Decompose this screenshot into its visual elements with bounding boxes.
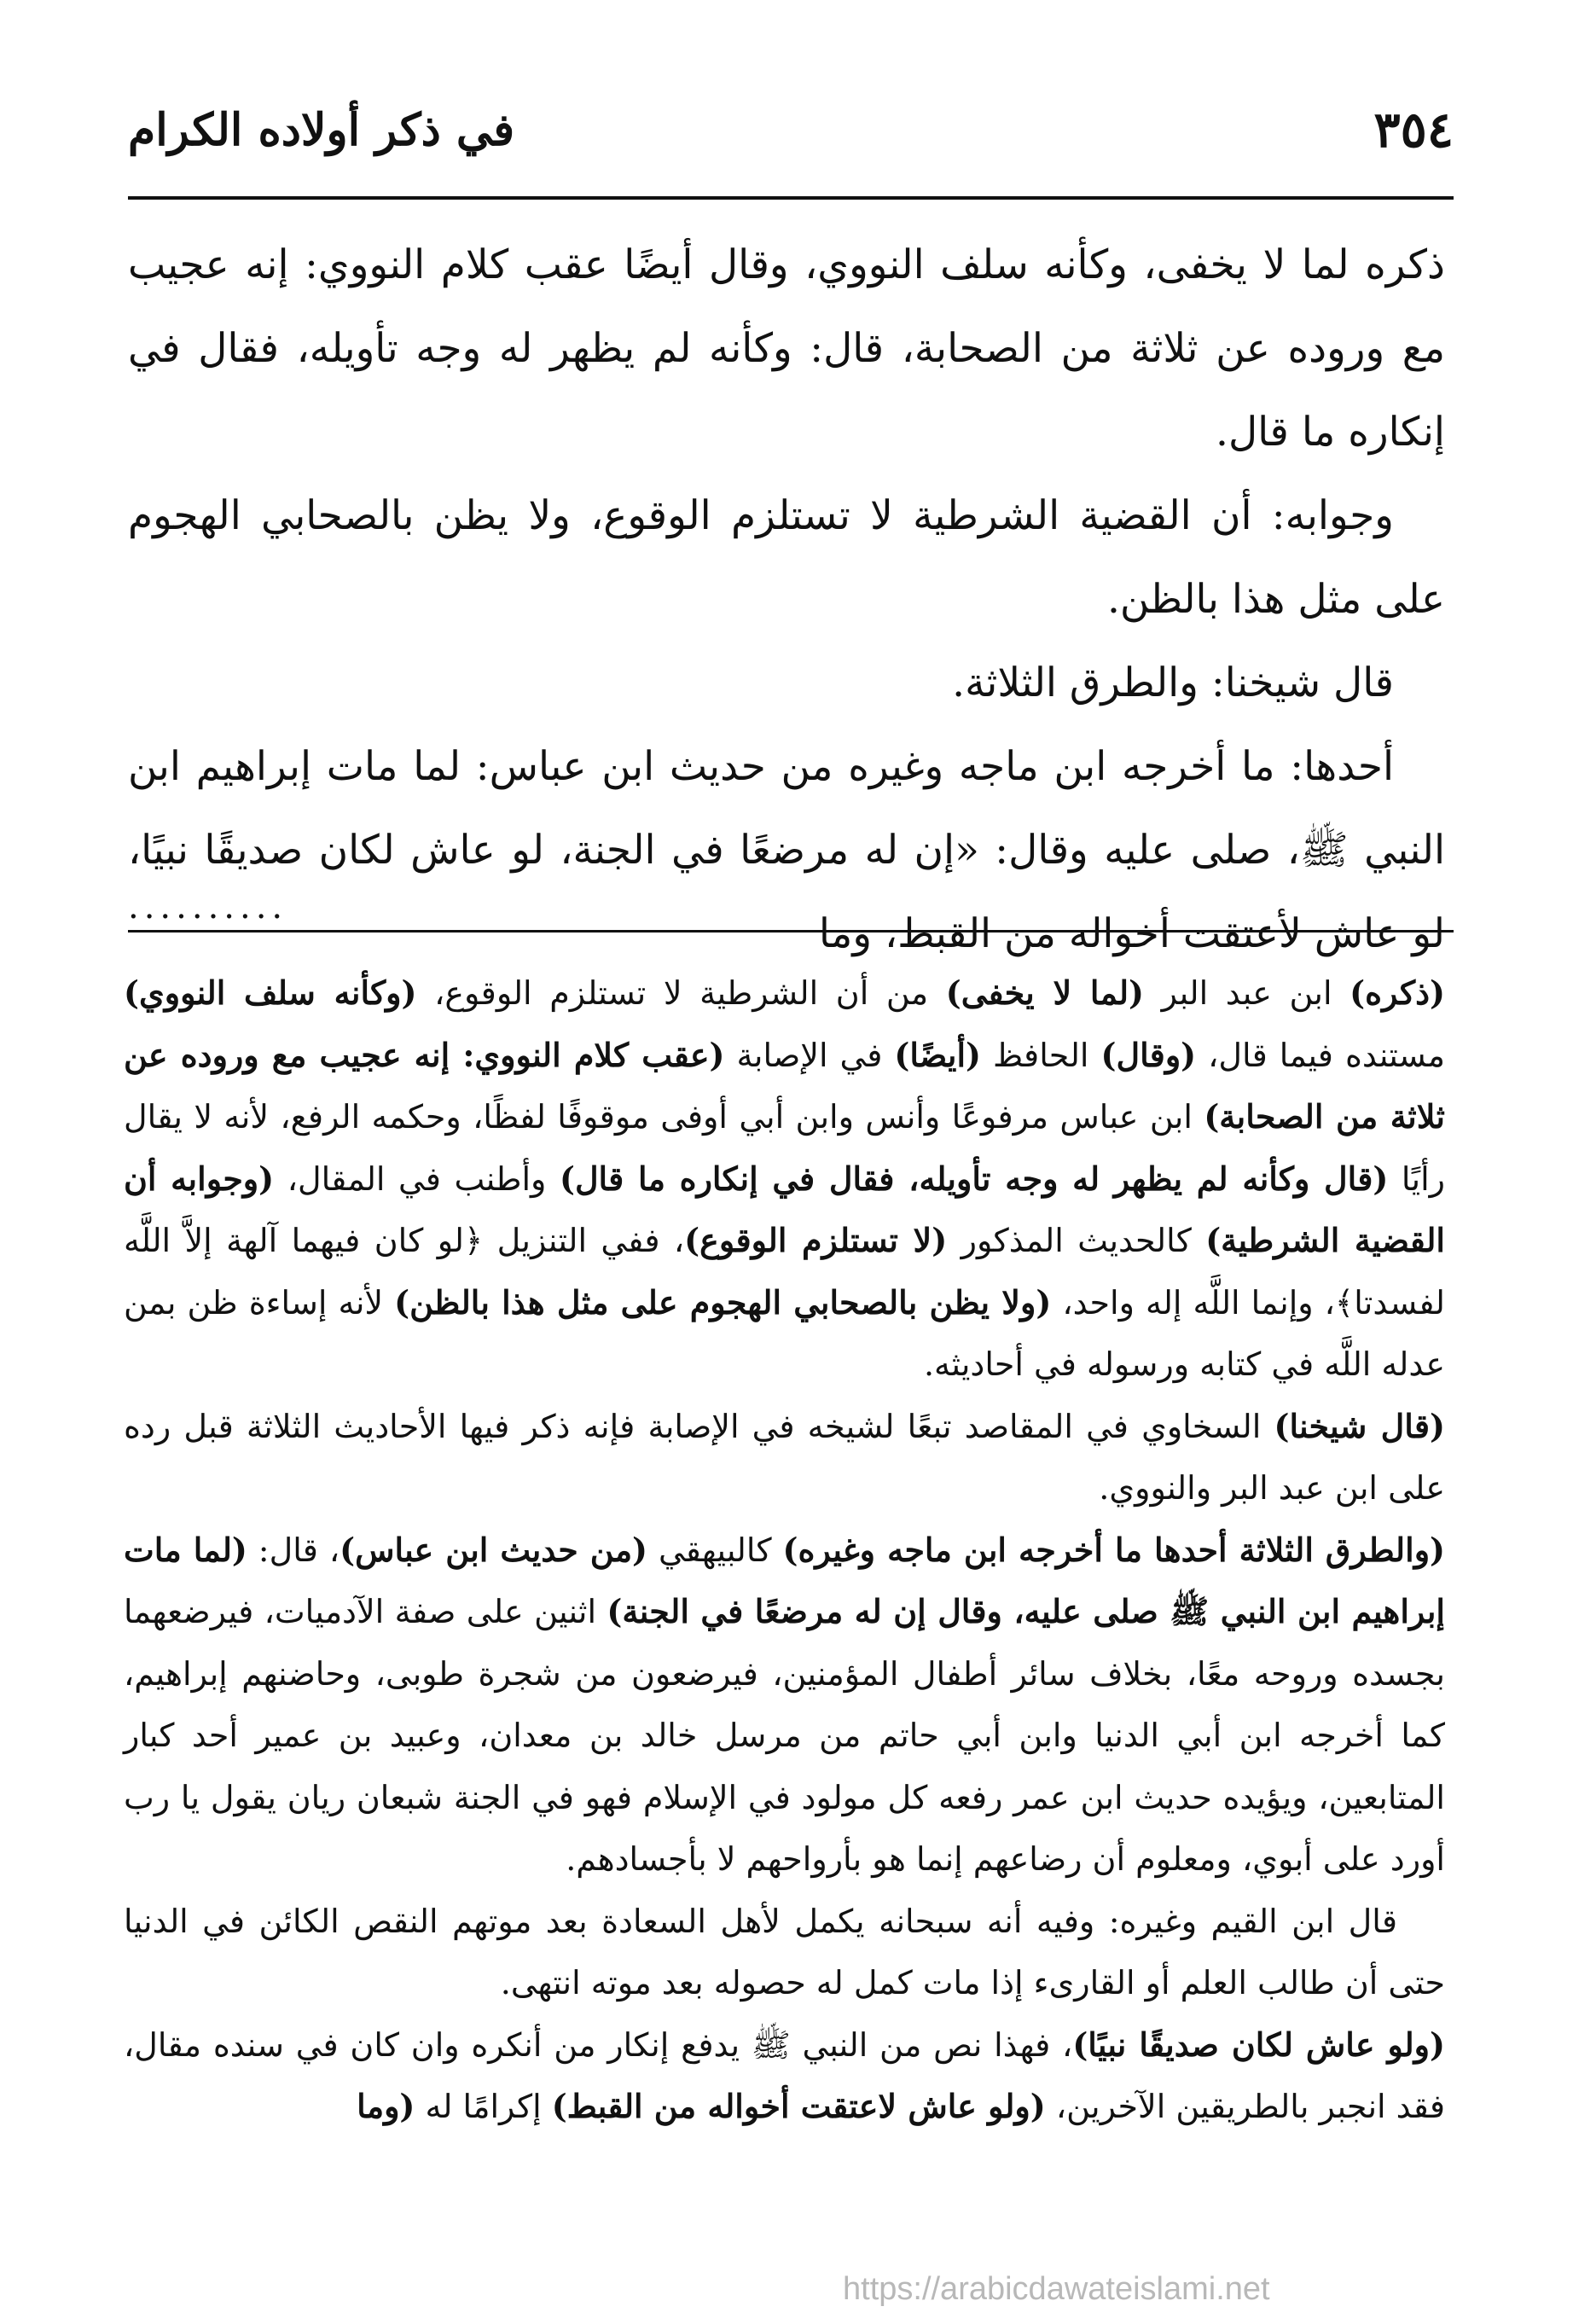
quoted-main-text: (من حديث ابن عباس) xyxy=(340,1530,648,1569)
quoted-main-text: (ولو عاش لاعتقت أخواله من القبط) xyxy=(551,2087,1046,2125)
quoted-main-text: (وجوابه أن القضية الشرطية) xyxy=(124,1159,1445,1259)
page-number: ٣٥٤ xyxy=(1373,101,1454,159)
quoted-main-text: (لما لا يخفى) xyxy=(945,973,1145,1012)
commentary-segment: اثنين على صفة الآدميات، فيرضعهما بجسده وروحه معًا، بخلاف سائر أطفال المؤمنين، فيرضعون من شجرة طوبى، وحاضنهم إبراهيم، كما أخرجه ابن أبي الدنيا وابن أبي حاتم من مرسل خالد بن معدان، وعبيد بن عمير أحد كبار المتابعين، ويؤيده حديث ابن عمر رفعه كل مولود في الإسلام فهو في الجنة شبعان ريان يقول يا رب أورد على أبوي، ومعلوم أن رضاعهم إنما هو بأرواحهم لا بأجسادهم. xyxy=(124,1593,1445,1878)
quoted-main-text: (قال وكأنه لم يظهر له وجه تأويله، فقال في إنكاره ما قال) xyxy=(559,1159,1389,1198)
commentary-paragraph xyxy=(124,2014,1445,2138)
commentary-segment: كالبيهقي xyxy=(647,1531,783,1569)
quoted-main-text: (ذكره) xyxy=(1350,973,1445,1012)
running-title: في ذكر أولاده الكرام xyxy=(128,104,515,156)
continuation-dots: .......... xyxy=(128,887,288,927)
text-separator xyxy=(128,887,1454,932)
commentary-segment: من أن الشرطية لا تستلزم الوقوع، xyxy=(416,974,946,1012)
commentary-segment: إكرامًا له xyxy=(415,2088,552,2125)
quoted-main-text: (والطرق الثلاثة أحدها ما أخرجه ابن ماجه وغيره) xyxy=(782,1530,1446,1569)
commentary-segment: ، قال: xyxy=(247,1531,340,1569)
quoted-main-text: (عقب كلام النووي: إنه عجيب مع وروده عن ثلاثة من الصحابة) xyxy=(124,1035,1445,1136)
main-text xyxy=(128,224,1445,976)
quoted-main-text: (وكأنه سلف النووي) xyxy=(124,973,417,1012)
commentary-segment: ، ففي التنزيل ﴿لو كان فيهما آلهة إلاَّ اللَّه لفسدتا﴾، وإنما اللَّه إله واحد، xyxy=(124,1222,1445,1322)
commentary-segment: في الإصابة xyxy=(724,1036,895,1074)
page-header xyxy=(128,101,1454,169)
commentary-paragraph xyxy=(124,1396,1445,1519)
commentary-segment: كالحديث المذكور xyxy=(947,1222,1206,1259)
commentary-segment: قال ابن القيم وغيره: وفيه أنه سبحانه يكمل لأهل السعادة بعد موتهم النقص الكائن في الدنيا حتى أن طالب العلم أو القارىء إذا مات كمل له حصوله بعد موته انتهى. xyxy=(124,1902,1445,2002)
quoted-main-text: (أيضًا) xyxy=(894,1035,981,1074)
commentary-segment: مستنده فيما قال، xyxy=(1196,1036,1446,1074)
commentary-segment: ، فهذا نص من النبي ﷺ يدفع إنكار من أنكره وان كان في سنده مقال، فقد انجبر بالطريقين الآخرين، xyxy=(124,2025,1445,2125)
commentary-segment: الحافظ xyxy=(980,1036,1101,1074)
quoted-main-text: (قال شيخنا) xyxy=(1274,1406,1445,1445)
commentary-paragraph xyxy=(124,1891,1445,2014)
main-paragraph: أحدها: ما أخرجه ابن ماجه وغيره من حديث ابن عباس: لما مات إبراهيم ابن النبي ﷺ، صلى عليه وقال: «إن له مرضعًا في الجنة، لو عاش لكان صديقًا نبيًا، لو عاش لأعتقت أخواله من القبط، وما xyxy=(128,743,1445,957)
quoted-main-text: (وقال) xyxy=(1100,1035,1197,1074)
quoted-main-text: (ولو عاش لكان صديقًا نبيًا) xyxy=(1072,2025,1445,2064)
commentary-paragraph xyxy=(124,962,1445,1396)
quoted-main-text: (لما مات إبراهيم ابن النبي ﷺ صلى عليه، وقال إن له مرضعًا في الجنة) xyxy=(124,1530,1445,1630)
quoted-main-text: (ولا يظن بالصحابي الهجوم على مثل هذا بالظن) xyxy=(394,1282,1052,1322)
watermark-url: https://arabicdawateislami.net xyxy=(843,2271,1270,2307)
commentary-paragraph xyxy=(124,1519,1445,1891)
quoted-main-text: (وما xyxy=(357,2087,415,2125)
main-paragraph: قال شيخنا: والطرق الثلاثة. xyxy=(952,659,1394,706)
commentary-text xyxy=(124,962,1445,2138)
commentary-segment: ابن عبد البر xyxy=(1144,974,1350,1012)
main-paragraph: ذكره لما لا يخفى، وكأنه سلف النووي، وقال أيضًا عقب كلام النووي: إنه عجيب مع وروده عن ثلاثة من الصحابة، قال: وكأنه لم يظهر له وجه تأويله، فقال في إنكاره ما قال. xyxy=(128,241,1445,456)
commentary-segment: لأنه إساءة ظن بمن عدله اللَّه في كتابه ورسوله في أحاديثه. xyxy=(124,1283,1445,1383)
commentary-segment: ابن عباس مرفوعًا وأنس وابن أبي أوفى موقوفًا لفظًا، وحكمه الرفع، لأنه لا يقال رأيًا xyxy=(124,1098,1445,1198)
main-paragraph: وجوابه: أن القضية الشرطية لا تستلزم الوقوع، ولا يظن بالصحابي الهجوم على مثل هذا بالظن. xyxy=(128,492,1445,623)
quoted-main-text: (لا تستلزم الوقوع) xyxy=(684,1221,948,1259)
commentary-segment: وأطنب في المقال، xyxy=(274,1159,560,1198)
commentary-segment: السخاوي في المقاصد تبعًا لشيخه في الإصابة فإنه ذكر فيها الأحاديث الثلاثة قبل رده على ابن عبد البر والنووي. xyxy=(124,1407,1445,1507)
separator-rule xyxy=(128,930,1454,933)
header-rule xyxy=(128,196,1454,200)
